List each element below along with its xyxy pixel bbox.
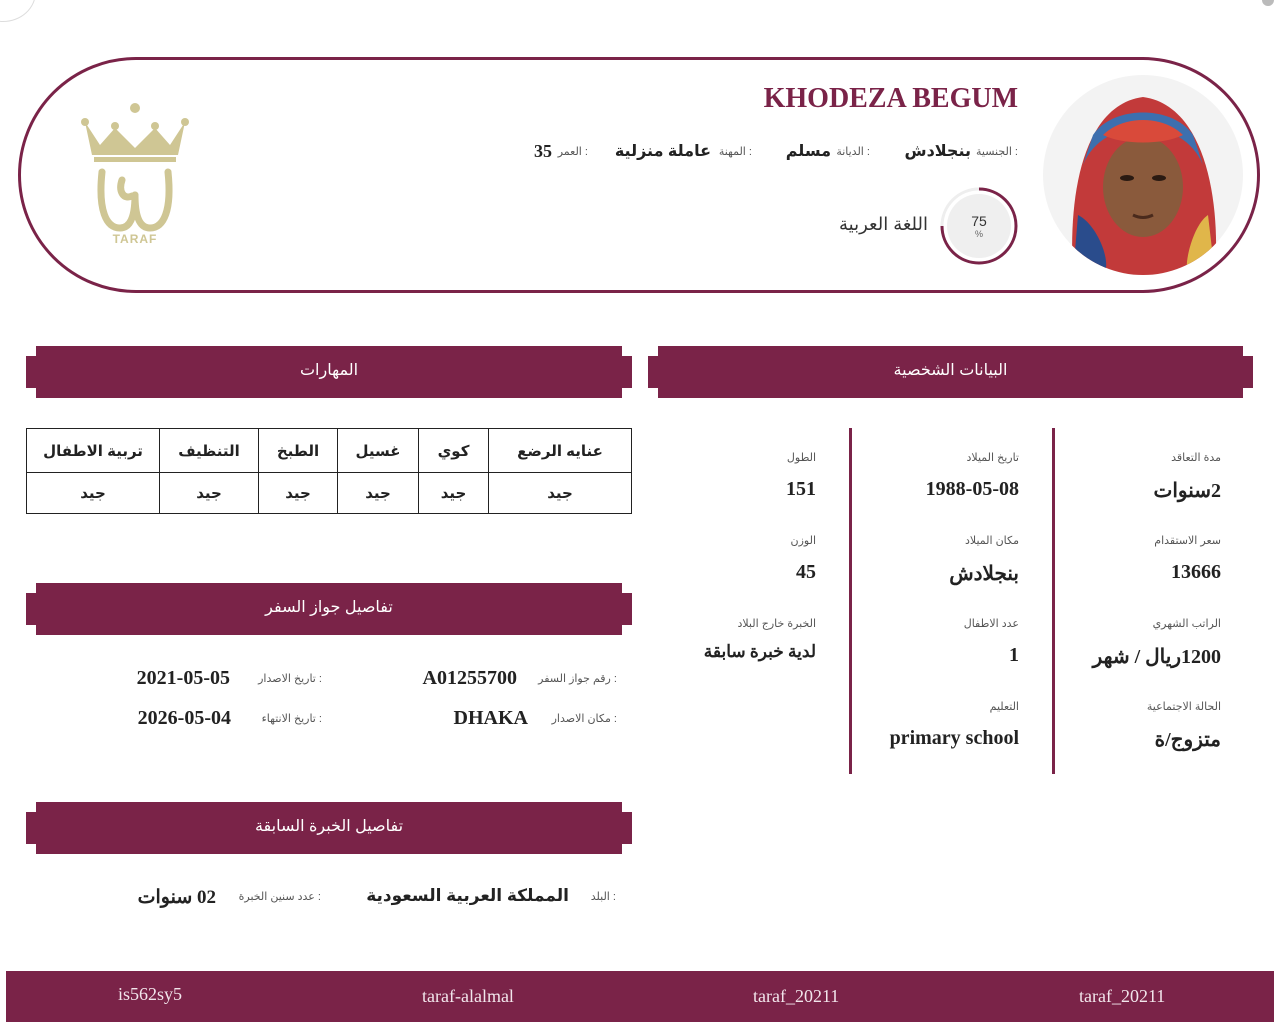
skill-level: جيد bbox=[27, 473, 160, 514]
birth-date-value: 1988-05-08 bbox=[925, 478, 1019, 500]
issue-place-value: DHAKA bbox=[453, 707, 528, 729]
recruitment-price-value: 13666 bbox=[1171, 561, 1221, 583]
religion-value: مسلم bbox=[785, 143, 831, 160]
children-value: 1 bbox=[1009, 644, 1019, 666]
skill-level: جيد bbox=[419, 473, 489, 514]
issue-place-label: مكان الاصدار : bbox=[551, 713, 617, 725]
weight-value: 45 bbox=[796, 561, 816, 583]
birth-place-value: بنجلادش bbox=[949, 563, 1019, 585]
country-value: المملكة العربية السعودية bbox=[366, 886, 569, 905]
skill-level: جيد bbox=[259, 473, 338, 514]
worker-name: KHODEZA BEGUM bbox=[763, 83, 1018, 114]
weight-label: الوزن bbox=[790, 535, 816, 547]
country-label: البلد : bbox=[590, 891, 616, 903]
skill-header: كوي bbox=[419, 429, 489, 473]
personal-data-banner bbox=[648, 346, 1253, 398]
contact-footer bbox=[6, 971, 1274, 1022]
contract-duration-value: 2سنوات bbox=[1153, 480, 1221, 502]
skill-header: غسيل bbox=[338, 429, 419, 473]
skill-level: جيد bbox=[160, 473, 259, 514]
birth-date-label: تاريخ الميلاد bbox=[966, 452, 1019, 464]
experience-years-label: عدد سنين الخبرة : bbox=[238, 891, 321, 903]
experience-title: تفاصيل الخبرة السابقة bbox=[254, 818, 404, 835]
marital-status-label: الحالة الاجتماعية bbox=[1146, 701, 1221, 713]
footer-contact: is562sy5 bbox=[118, 984, 183, 1004]
skills-header-row bbox=[27, 429, 632, 473]
experience-years-value: 02 سنوات bbox=[137, 887, 216, 908]
skill-header: تربية الاطفال bbox=[27, 429, 160, 473]
occupation-value: عاملة منزلية bbox=[614, 143, 711, 160]
footer-contact: taraf_20211 bbox=[1079, 986, 1166, 1006]
gauge-percent: 75 bbox=[971, 213, 987, 229]
birth-place-label: مكان الميلاد bbox=[964, 535, 1019, 547]
contract-duration-label: مدة التعاقد bbox=[1171, 452, 1221, 464]
religion-label: الديانة : bbox=[836, 146, 870, 158]
monthly-salary-label: الراتب الشهري bbox=[1152, 618, 1221, 630]
expiry-date-label: تاريخ الانتهاء : bbox=[261, 713, 322, 725]
issue-date-label: تاريخ الاصدار : bbox=[258, 673, 322, 685]
corner-dot-decoration bbox=[1262, 0, 1274, 6]
skill-level: جيد bbox=[489, 473, 632, 514]
issue-date-value: 2021-05-05 bbox=[136, 667, 230, 689]
passport-number-label: رقم جواز السفر : bbox=[538, 673, 617, 685]
crown-logo-icon bbox=[80, 100, 190, 250]
passport-title: تفاصيل جواز السفر bbox=[265, 599, 393, 616]
skills-banner bbox=[26, 346, 632, 398]
skills-table bbox=[26, 428, 632, 514]
education-value: primary school bbox=[889, 727, 1019, 749]
column-divider bbox=[1052, 428, 1055, 774]
personal-data-title: البيانات الشخصية bbox=[893, 362, 1008, 379]
marital-status-value: متزوج/ة bbox=[1154, 729, 1221, 751]
skill-header: التنظيف bbox=[160, 429, 259, 473]
column-divider bbox=[849, 428, 852, 774]
worker-photo bbox=[1043, 75, 1243, 275]
height-value: 151 bbox=[786, 478, 816, 500]
experience-banner bbox=[26, 802, 632, 854]
skills-title: المهارات bbox=[299, 362, 359, 379]
monthly-salary-value: 1200ريال / شهر bbox=[1092, 646, 1221, 668]
age-label: العمر : bbox=[557, 146, 588, 158]
footer-contact: taraf-alalmal bbox=[422, 986, 514, 1006]
abroad-experience-label: الخبرة خارج البلاد bbox=[737, 618, 816, 630]
gauge-unit: % bbox=[974, 229, 983, 239]
arabic-language-gauge bbox=[938, 185, 1020, 267]
skill-header: الطبخ bbox=[259, 429, 338, 473]
passport-number-value: A01255700 bbox=[422, 667, 517, 689]
skill-header: عنايه الرضع bbox=[489, 429, 632, 473]
children-label: عدد الاطفال bbox=[963, 618, 1019, 630]
education-label: التعليم bbox=[989, 701, 1019, 713]
skills-level-row bbox=[27, 473, 632, 514]
nationality-value: بنجلادش bbox=[904, 143, 971, 160]
footer-contact: taraf_20211 bbox=[753, 986, 840, 1006]
abroad-experience-value: لدية خبرة سابقة bbox=[703, 642, 816, 661]
recruitment-price-label: سعر الاستقدام bbox=[1154, 535, 1221, 547]
logo-text: TARAF bbox=[112, 232, 158, 246]
expiry-date-value: 2026-05-04 bbox=[137, 707, 231, 729]
age-value: 35 bbox=[534, 141, 552, 161]
language-name: اللغة العربية bbox=[839, 214, 928, 234]
corner-circle-decoration bbox=[0, 0, 36, 22]
nationality-label: الجنسية : bbox=[976, 146, 1018, 158]
passport-banner bbox=[26, 583, 632, 635]
skill-level: جيد bbox=[338, 473, 419, 514]
height-label: الطول bbox=[786, 452, 816, 464]
taraf-logo bbox=[80, 100, 190, 250]
occupation-label: المهنة : bbox=[718, 146, 752, 158]
